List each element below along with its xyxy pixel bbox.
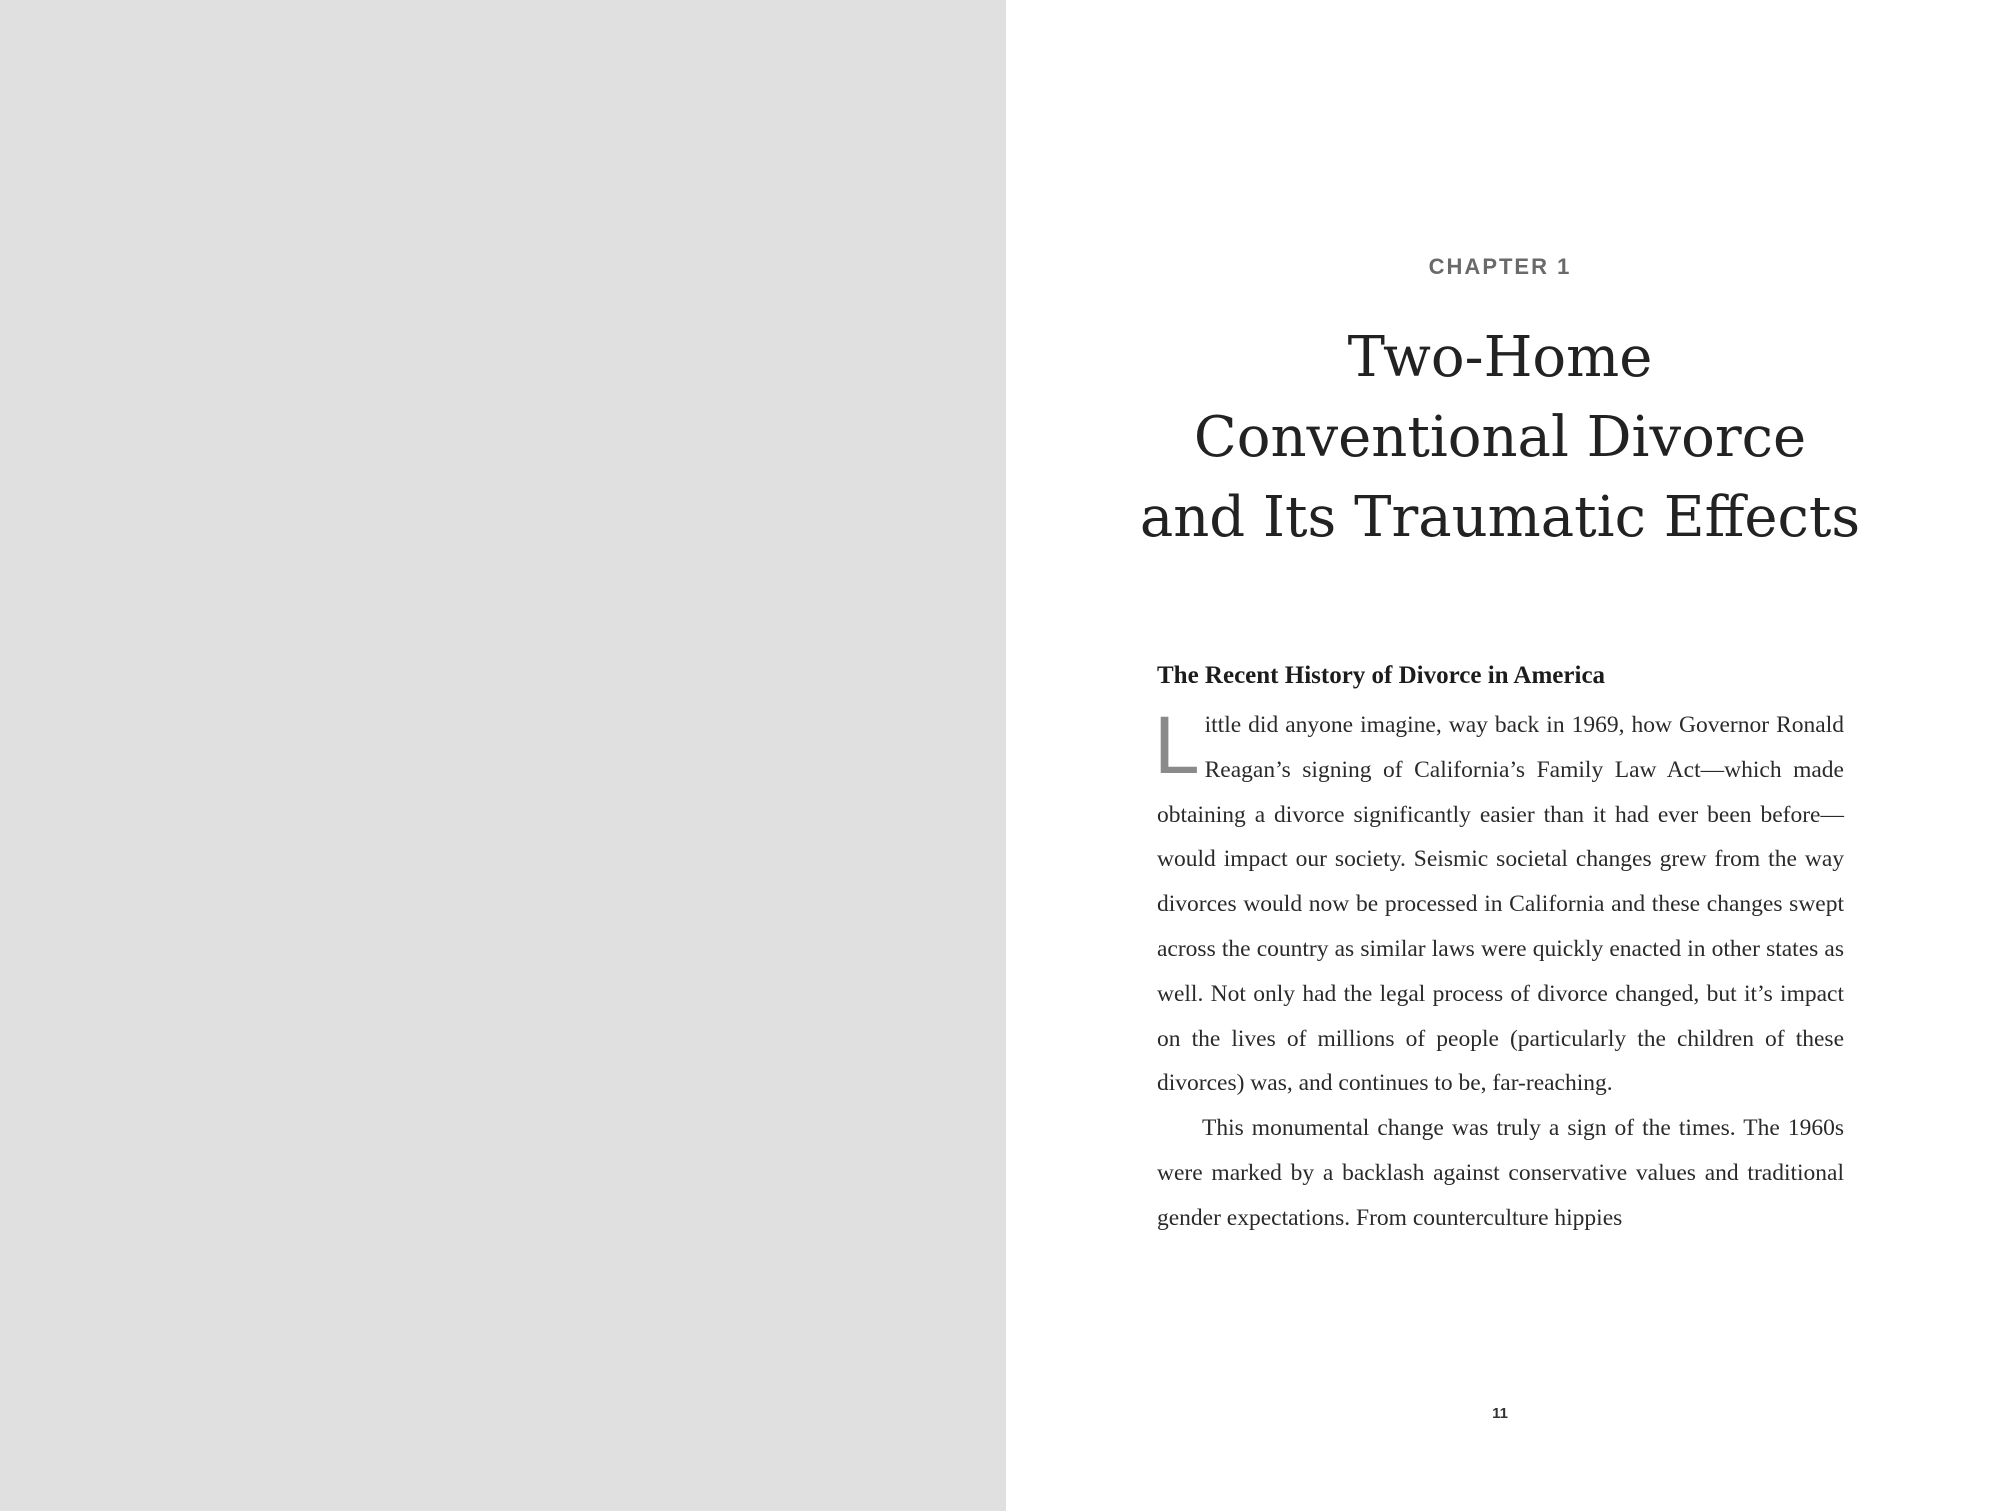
paragraph-2: This monumental change was truly a sign of the times. The 1960s were marked by a backlash against conservative values and traditional gender expectations. From counterculture hippies <box>1157 1115 1844 1231</box>
paragraph-1 <box>1154 700 1844 1106</box>
paragraph-1-text: ittle did anyone imagine, way back in 1969, how Governor Ronald Reagan’s signing of California’s Family Law Act—which made obtaining a divorce significantly easier than it had ever been before—would impact our society. Seismic societal changes grew from the way divorces would now be processed in California and these changes swept across the country as similar laws were quickly enacted in other states as well. Not only had the legal process of divorce changed, but it’s impact on the lives of millions of people (particularly the children of these divorces) was, and continues to be, far-reaching. <box>1157 712 1844 1097</box>
chapter-title-line-3: and Its Traumatic Effects <box>1139 485 1861 550</box>
chapter-title <box>1006 318 1994 558</box>
chapter-title-line-2: Conventional Divorce <box>1193 405 1807 470</box>
drop-cap: L <box>1154 700 1200 791</box>
section-heading: The Recent History of Divorce in America <box>1157 662 1606 689</box>
page-number: 11 <box>1492 1405 1508 1422</box>
body-text <box>1154 700 1844 1241</box>
chapter-title-line-1: Two-Home <box>1347 325 1653 390</box>
chapter-label: CHAPTER 1 <box>1428 254 1572 279</box>
